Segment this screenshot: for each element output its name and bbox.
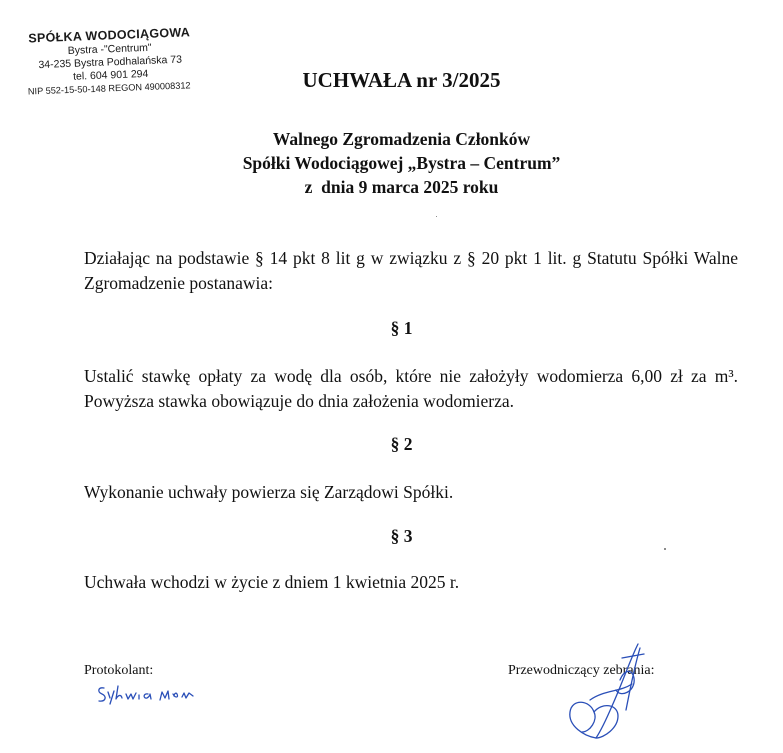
chairperson-label: Przewodniczący zebrania: xyxy=(508,663,655,678)
resolution-title: UCHWAŁA nr 3/2025 xyxy=(302,68,501,92)
stamp-subname: Bystra -"Centrum" xyxy=(67,41,152,57)
section-text-1: Ustalić stawkę opłaty za wodę dla osób, które nie założyły wodomierza 6,00 zł za m³. Powyższa stawka obowiązuje do dnia założenia wodomierza. xyxy=(84,366,738,411)
subtitle-line-1: Walnego Zgromadzenia Członków xyxy=(272,129,531,149)
stamp-address: 34-235 Bystra Podhalańska 73 xyxy=(38,53,183,72)
recorder-signature xyxy=(94,682,204,710)
intro-paragraph: Działając na podstawie § 14 pkt 8 lit g w związku z § 20 pkt 1 lit. g Statutu Spółki Walne Zgromadzenie postanawia: xyxy=(84,248,738,293)
scan-speck xyxy=(436,216,437,217)
recorder-label: Protokolant: xyxy=(84,663,154,678)
section-sign-3: § 3 xyxy=(390,526,413,546)
subtitle-date: z dnia 9 marca 2025 roku xyxy=(304,177,499,197)
section-text-2: Wykonanie uchwały powierza się Zarządowi Spółki. xyxy=(84,482,454,502)
section-text-3: Uchwała wchodzi w życie z dniem 1 kwietnia 2025 r. xyxy=(84,572,460,592)
section-sign-2: § 2 xyxy=(390,434,413,454)
stamp-company-name: SPÓŁKA WODOCIĄGOWA xyxy=(28,25,191,46)
section-sign-1: § 1 xyxy=(390,318,413,338)
stamp-tax-ids: NIP 552-15-50-148 REGON 490008312 xyxy=(27,80,191,97)
subtitle-line-2: Spółki Wodociągowej „Bystra – Centrum” xyxy=(242,153,561,173)
stamp-phone: tel. 604 901 294 xyxy=(72,67,149,83)
scan-speck xyxy=(664,548,666,550)
chairperson-signature xyxy=(560,640,660,750)
